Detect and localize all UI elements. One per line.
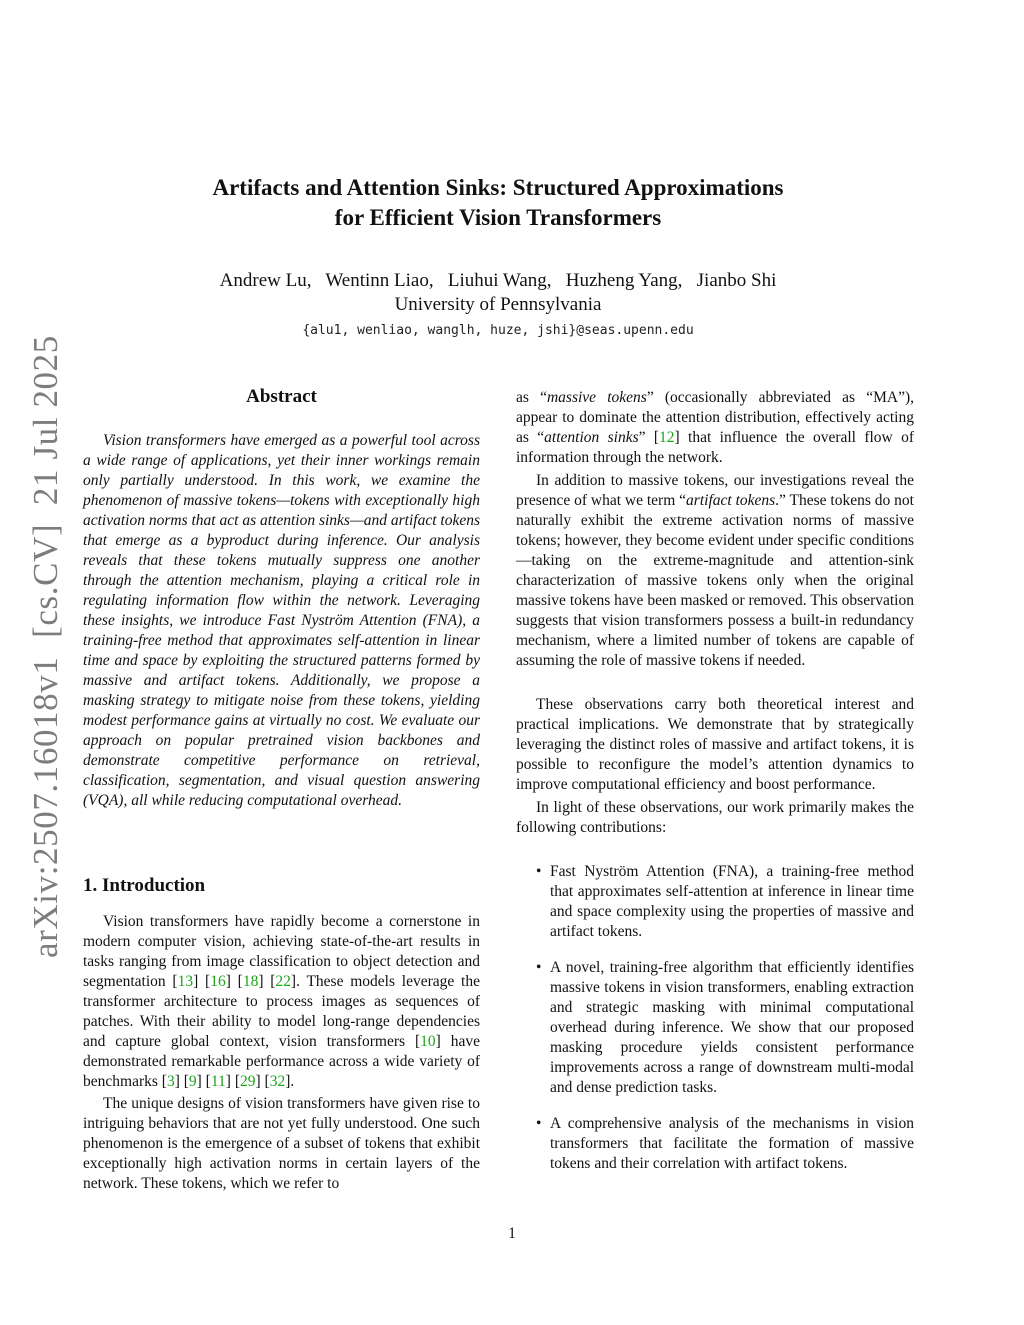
right-paragraph-3: In light of these observations, our work primarily makes the following contributions:: [516, 799, 914, 836]
text-run: In addition to massive tokens, our investigations reveal the presence of what we term “: [516, 472, 914, 509]
intro-paragraph-1: Vision transformers have rapidly become a cornerstone in modern computer vision, achieving state-of-the-art results in tasks ranging from image classification to object detection and segmentation [13] [16] [18] [22]. These models leverage the transformer architecture to process images as sequences of patches. With their ability to model long-range dependencies and capture global context, vision transformers [10] have demonstrated remarkable performance across a wide variety of benchmarks [3] [9] [11] [29] [32].: [83, 913, 480, 1090]
bullet-icon: •: [536, 863, 542, 880]
citation-link[interactable]: 12: [659, 429, 675, 446]
right-paragraph-1: [516, 471, 914, 671]
term-artifact-tokens: artifact tokens: [686, 492, 776, 509]
contribution-text: Fast Nyström Attention (FNA), a training-free method that approximates self-attention at inference in linear time and space complexity using the properties of massive and artifact tokens.: [550, 863, 914, 940]
term-massive-tokens: massive tokens: [546, 389, 647, 406]
right-paragraph-2: These observations carry both theoretical interest and practical implications. We demonstrate that by strategically leveraging the distinct roles of massive and artifact tokens, it is possible to reconfigure the model’s attention dynamics to improve computational efficiency and boost performance.: [516, 696, 914, 793]
arxiv-identifier-stamp: arXiv:2507.16018v1 [cs.CV] 21 Jul 2025: [26, 335, 65, 958]
citation-link[interactable]: 32: [269, 1073, 286, 1090]
author-block: [150, 269, 846, 317]
contribution-text: A novel, training-free algorithm that efficiently identifies massive tokens in vision transformers, enabling extraction and strategic masking with minimal computational overhead during inference. We show that our proposed masking procedure yields consistent performance improvements across a range of downstream multi-modal and dense prediction tasks.: [550, 959, 914, 1096]
contribution-item-3: [516, 1114, 914, 1174]
contribution-item-2: [516, 958, 914, 1098]
citation-link[interactable]: 9: [188, 1073, 197, 1090]
abstract-text: Vision transformers have emerged as a powerful tool across a wide range of applications, yet their inner workings remain only partially understood. In this work, we examine the phenomenon of massive tokens—tokens with exceptionally high activation norms that act as attention sinks—and artifact tokens that emerge as a byproduct during inference. Our analysis reveals that these tokens mutually suppress one another through the attention mechanism, playing a critical role in regulating information flow within the network. Leveraging these insights, we introduce Fast Nyström Attention (FNA), a training-free method that approximates self-attention in linear time and space by exploiting the structured patterns formed by massive and artifact tokens. Additionally, we propose a masking strategy to mitigate noise from these tokens, yielding modest performance gains at virtually no cost. We evaluate our approach on popular pretrained vision backbones and demonstrate competitive performance on retrieval, classification, segmentation, and visual question answering (VQA), all while reducing computational overhead.: [83, 432, 480, 809]
text-run: ”: [638, 429, 654, 446]
intro-p1-text-a: Vision transformers have rapidly become a cornerstone in modern computer vision, achieving state-of-the-art results in tasks ranging from image classification to object detection and segmentation: [83, 913, 480, 990]
citation-link[interactable]: 10: [420, 1033, 436, 1050]
bullet-icon: •: [536, 1115, 542, 1132]
affiliation: University of Pennsylvania: [394, 294, 602, 315]
text-run: that influence the overall flow of information through the network.: [516, 429, 915, 466]
contribution-item-1: [516, 862, 914, 942]
introduction-heading: 1. Introduction: [83, 875, 206, 896]
right-paragraph-0: as “massive tokens” (occasionally abbreviated as “MA”), appear to dominate the attention distribution, effectively acting as “attention sinks” [12] that influence the overall flow of information through the network.: [516, 389, 915, 466]
bullet-icon: •: [536, 959, 542, 976]
intro-p1-text-d: .: [290, 1073, 295, 1090]
contribution-text: A comprehensive analysis of the mechanisms in vision transformers that facilitate the formation of massive tokens and their correlation with artifact tokens.: [550, 1115, 914, 1172]
title-line-1: Artifacts and Attention Sinks: Structured Approximations: [212, 175, 784, 200]
abstract-heading: Abstract: [246, 386, 317, 407]
intro-p1-text-c: have demonstrated remarkable performance across a wide variety of benchmarks: [83, 1033, 480, 1090]
intro-p1-text-b: . These models leverage the transformer architecture to process images as sequences of patches. With their ability to model long-range dependencies and capture global context, vision transformers: [83, 973, 480, 1050]
citation-link[interactable]: 22: [275, 973, 291, 990]
text-run: .” These tokens do not naturally exhibit the extreme activation norms of massive tokens; however, they become evident under specific conditions—taking on the extreme-magnitude and attention-sink characterization of massive tokens only when the original massive tokens have been masked or removed. This observation suggests that vision transformers possess a built-in redundancy mechanism, where a limited number of tokens are capable of assuming the role of massive tokens if needed.: [516, 492, 914, 669]
paper-title: [150, 173, 846, 233]
intro-paragraph-2: The unique designs of vision transformers have given rise to intriguing behaviors that are not yet fully understood. One such phenomenon is the emergence of a subset of tokens that exhibit exceptionally high activation norms in certain layers of the network. These tokens, which we refer to: [83, 1095, 480, 1192]
text-run: as “: [516, 389, 547, 406]
text-run: ” (occasionally abbreviated as “MA”), appear to dominate the attention distribution, effectively acting as “: [516, 389, 914, 446]
page-number: 1: [508, 1225, 516, 1242]
citation-link[interactable]: 11: [210, 1073, 226, 1090]
citation-link[interactable]: 18: [242, 973, 259, 990]
citation-link[interactable]: 16: [210, 973, 226, 990]
citation-link[interactable]: 29: [239, 1073, 256, 1090]
author-list: Andrew Lu, Wentinn Liao, Liuhui Wang, Huzheng Yang, Jianbo Shi: [219, 270, 777, 291]
author-emails: {alu1, wenliao, wanglh, huze, jshi}@seas.upenn.edu: [302, 323, 694, 338]
citation-link[interactable]: 3: [166, 1073, 175, 1090]
term-attention-sinks: attention sinks: [544, 429, 639, 446]
citation-link[interactable]: 13: [177, 973, 194, 990]
title-line-2: for Efficient Vision Transformers: [334, 205, 662, 230]
